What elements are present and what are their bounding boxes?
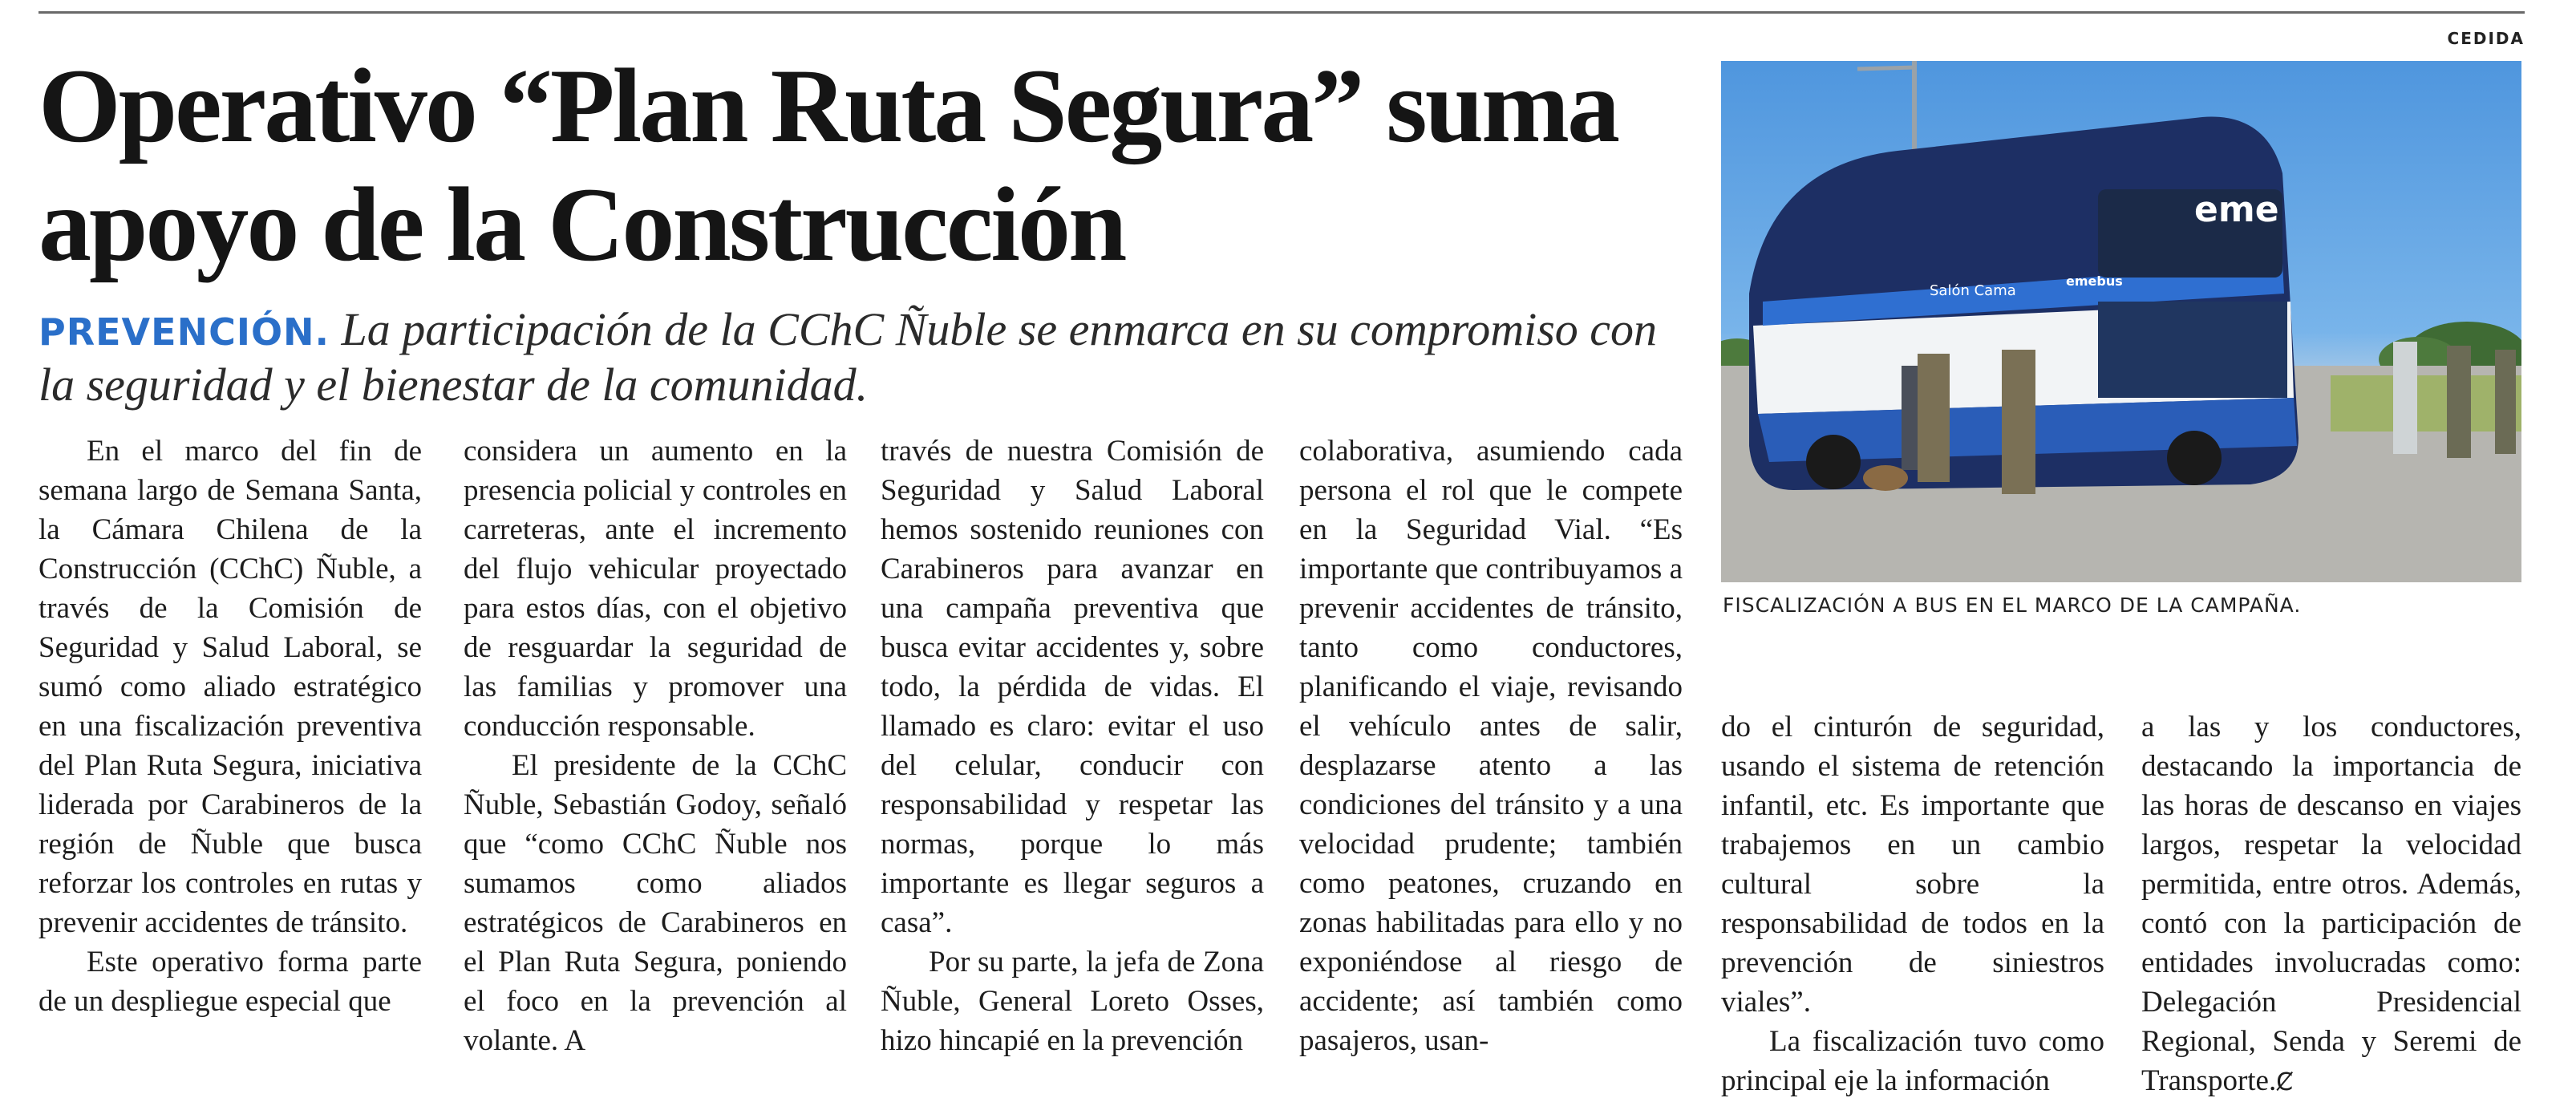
- end-mark-icon: Ȼ: [2276, 1068, 2294, 1096]
- headline: Operativo “Plan Ruta Segura” suma apoyo de la Construcción: [38, 47, 1618, 283]
- photo-bus-inspection: [1721, 61, 2521, 582]
- photo-credit: CEDIDA: [2447, 29, 2525, 48]
- deck-text: La participación de la CChC Ñuble se enmarca en su compromiso con la seguridad y el bienestar de la comunidad.: [38, 303, 1658, 411]
- article-column-4: [1299, 431, 1683, 1060]
- paragraph: través de nuestra Comisión de Seguridad y Salud Laboral hemos sostenido reuniones con Carabineros para avanzar en una campaña preventiva que busca evitar accidentes y, sobre todo, la pérdida de vidas. El llamado es claro: evitar el uso del celular, conducir con responsabilidad y respetar las normas, porque lo más importante es llegar seguros a casa”.: [881, 435, 1264, 939]
- paragraph: do el cinturón de seguridad, usando el sistema de retención infantil, etc. Es importante que trabajemos en un cambio cultural sobre la responsabilidad de todos en la prevención de siniestros viales”.: [1721, 711, 2104, 1019]
- paragraph: considera un aumento en la presencia policial y controles en carreteras, ante el incremento del flujo vehicular proyectado para estos días, con el objetivo de resguardar la seguridad de las familias y promover una conducción responsable.: [464, 435, 847, 743]
- article-column-2: [464, 431, 847, 1060]
- bus-scene: [1721, 61, 2521, 582]
- photo-caption: FISCALIZACIÓN A BUS EN EL MARCO DE LA CAMPAÑA.: [1723, 594, 2302, 617]
- bus-logo: eme: [2194, 189, 2279, 230]
- article-column-6: [2141, 707, 2521, 1102]
- paragraph: La fiscalización tuvo como principal eje la información: [1721, 1025, 2104, 1097]
- paragraph: [2141, 707, 2521, 1102]
- deck: [38, 303, 1667, 411]
- article-column-1: [38, 431, 422, 1021]
- article-column-5: [1721, 707, 2104, 1100]
- paragraph-text: a las y los conductores, destacando la importancia de las horas de descanso en viajes largos, respetar la velocidad permitida, entre otros. Además, contó con la participación de entidades involucradas como: Delegación Presidencial Regional, Senda y Seremi de Transporte.: [2141, 711, 2521, 1097]
- top-rule: [38, 11, 2525, 14]
- article-column-3: [881, 431, 1264, 1060]
- paragraph: En el marco del fin de semana largo de Semana Santa, la Cámara Chilena de la Construcción (CChC) Ñuble, a través de la Comisión de Seguridad y Salud Laboral, se sumó como aliado estratégico en una fiscalización preventiva del Plan Ruta Segura, iniciativa liderada por Carabineros de la región de Ñuble que busca reforzar los controles en rutas y prevenir accidentes de tránsito.: [38, 435, 422, 939]
- bus-service-label: Salón Cama: [1930, 282, 2016, 299]
- paragraph: El presidente de la CChC Ñuble, Sebastián Godoy, señaló que “como CChC Ñuble nos sumamos como aliados estratégicos de Carabineros en el Plan Ruta Segura, poniendo el foco en la prevención al volante. A: [464, 749, 847, 1057]
- section-kicker: PREVENCIÓN.: [38, 310, 330, 354]
- paragraph: Este operativo forma parte de un despliegue especial que: [38, 946, 422, 1018]
- bus-brand: emebus: [2066, 273, 2123, 289]
- paragraph: Por su parte, la jefa de Zona Ñuble, General Loreto Osses, hizo hincapié en la prevención: [881, 946, 1264, 1057]
- paragraph: colaborativa, asumiendo cada persona el rol que le compete en la Seguridad Vial. “Es importante que contribuyamos a prevenir accidentes de tránsito, tanto como conductores, planificando el viaje, revisando el vehículo antes de salir, desplazarse atento a las condiciones del tránsito y a una velocidad prudente; también como peatones, cruzando en zonas habilitadas para ello y no exponiéndose al riesgo de accidente; así también como pasajeros, usan-: [1299, 435, 1683, 1057]
